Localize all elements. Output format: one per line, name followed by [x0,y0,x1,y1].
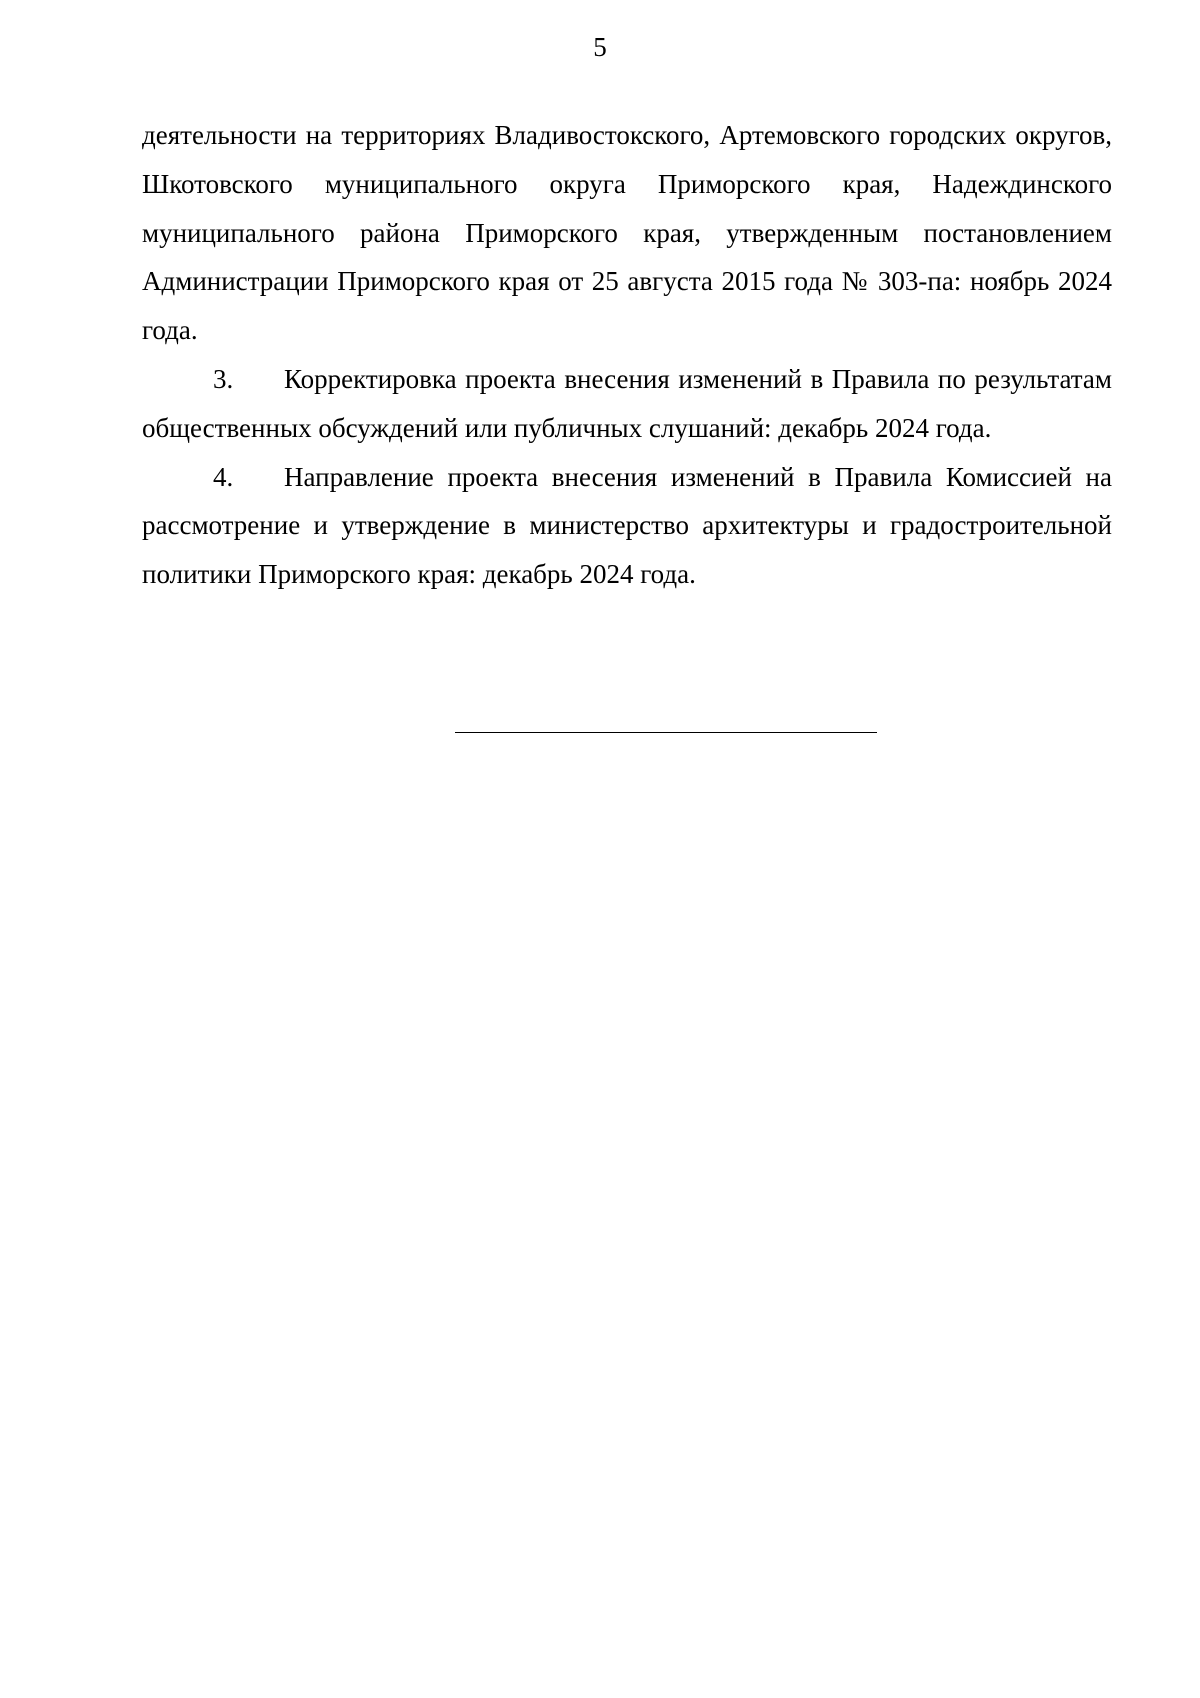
item-number: 4. [213,461,234,492]
paragraph-text: деятельности на территориях Владивостокского, Артемовского городских округов, Шкотовского муниципального округа Приморского края, Надеждинского муниципального района Приморского края, утвержденным постановлением Администрации Приморского края от 25 августа 2015 года № 303-па: ноябрь 2024 года. [142,120,1112,346]
paragraph-item-4 [142,453,1112,599]
paragraph-text: Корректировка проекта внесения изменений в Правила по результатам общественных обсуждений или публичных слушаний: декабрь 2024 года. [142,363,1112,443]
document-body [142,111,1112,599]
closing-rule-line [455,732,877,733]
paragraph-text: Направление проекта внесения изменений в Правила Комиссией на рассмотрение и утверждение в министерство архитектуры и градостроительной политики Приморского края: декабрь 2024 года. [142,461,1112,590]
paragraph-item-3 [142,355,1112,453]
paragraph-continuation [142,111,1112,355]
page-number: 5 [593,32,607,62]
item-number: 3. [213,363,234,394]
